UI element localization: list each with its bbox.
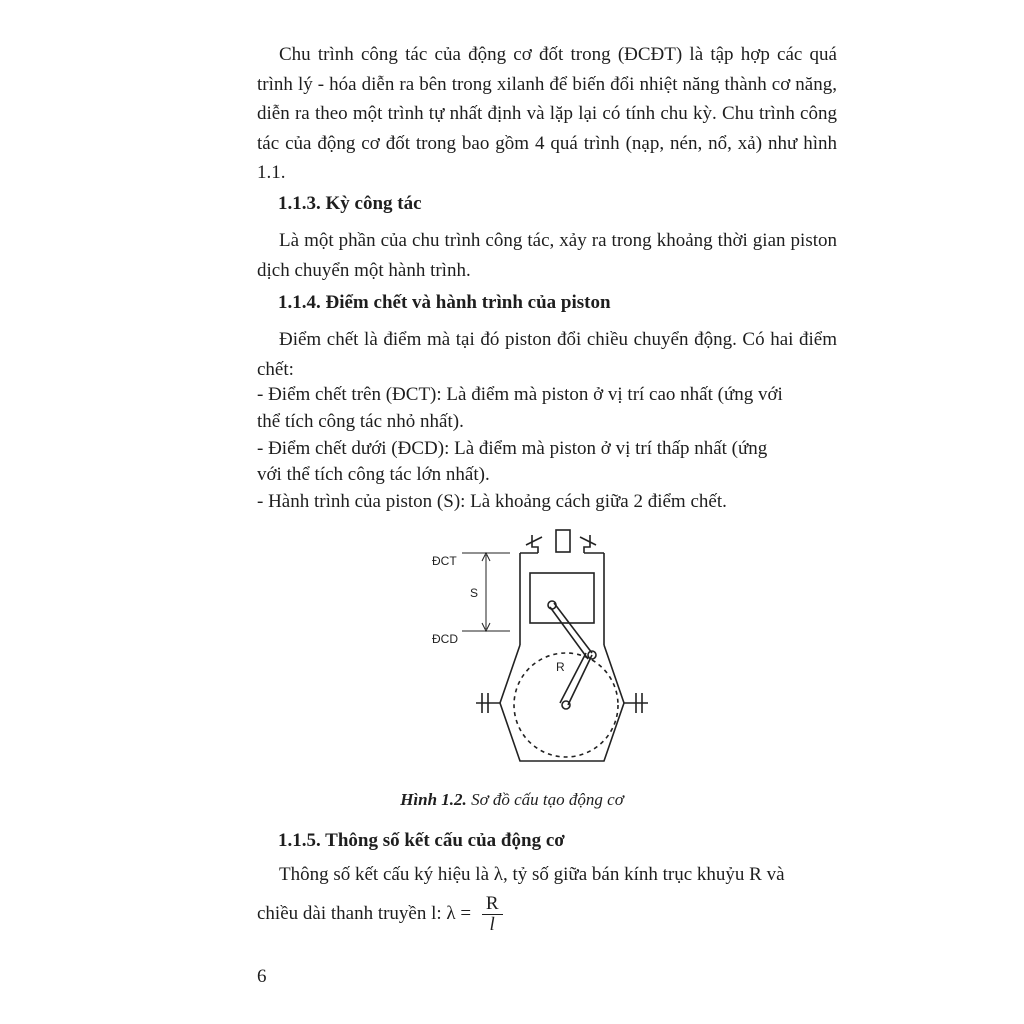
heading-1-1-4: 1.1.4. Điểm chết và hành trình của piston bbox=[278, 292, 611, 313]
line-dcd-2: với thể tích công tác lớn nhất). bbox=[257, 464, 490, 485]
formula-denominator: l bbox=[489, 914, 495, 936]
line-dct-1: - Điểm chết trên (ĐCT): Là điểm mà piston ở vị trí cao nhất (ứng với bbox=[257, 384, 783, 405]
page-number: 6 bbox=[257, 966, 267, 987]
engine-diagram bbox=[420, 525, 670, 785]
formula-numerator: R bbox=[482, 894, 503, 915]
line-dct-2: thể tích công tác nhỏ nhất). bbox=[257, 411, 464, 432]
paragraph-ky-cong-tac: Là một phần của chu trình công tác, xảy ra trong khoảng thời gian piston dịch chuyển một hành trình. bbox=[257, 230, 837, 281]
label-s: S bbox=[470, 586, 479, 600]
line-dcd-1: - Điểm chết dưới (ĐCD): Là điểm mà piston ở vị trí thấp nhất (ứng bbox=[257, 438, 768, 459]
line-thong-so-2: chiều dài thanh truyền l: λ = $\frac{R}{l}$ bbox=[257, 894, 503, 935]
paragraph-diem-chet: Điểm chết là điểm mà tại đó piston đổi chiều chuyển động. Có hai điểm chết: bbox=[257, 329, 837, 380]
figure-caption: Hình 1.2. Sơ đồ cấu tạo động cơ bbox=[400, 790, 624, 809]
label-dct: ĐCT bbox=[432, 554, 457, 568]
label-r: R bbox=[556, 660, 565, 674]
heading-1-1-5: 1.1.5. Thông số kết cấu của động cơ bbox=[278, 830, 565, 851]
line-hanh-trinh: - Hành trình của piston (S): Là khoảng cách giữa 2 điểm chết. bbox=[257, 491, 727, 512]
line-thong-so-1: Thông số kết cấu ký hiệu là λ, tỷ số giữa bán kính trục khuỷu R và bbox=[279, 864, 785, 885]
label-dcd: ĐCD bbox=[432, 632, 458, 646]
formula-fraction bbox=[482, 894, 503, 935]
heading-1-1-3: 1.1.3. Kỳ công tác bbox=[278, 193, 422, 214]
paragraph-intro: Chu trình công tác của động cơ đốt trong (ĐCĐT) là tập hợp các quá trình lý - hóa diễn ra bên trong xilanh để biến đổi nhiệt năng thành cơ năng, diễn ra theo một trình tự nhất định và lặp lại có tính chu kỳ. Chu trình công tác của động cơ đốt trong bao gồm 4 quá trình (nạp, nén, nổ, xả) như hình 1.1. bbox=[257, 44, 837, 183]
